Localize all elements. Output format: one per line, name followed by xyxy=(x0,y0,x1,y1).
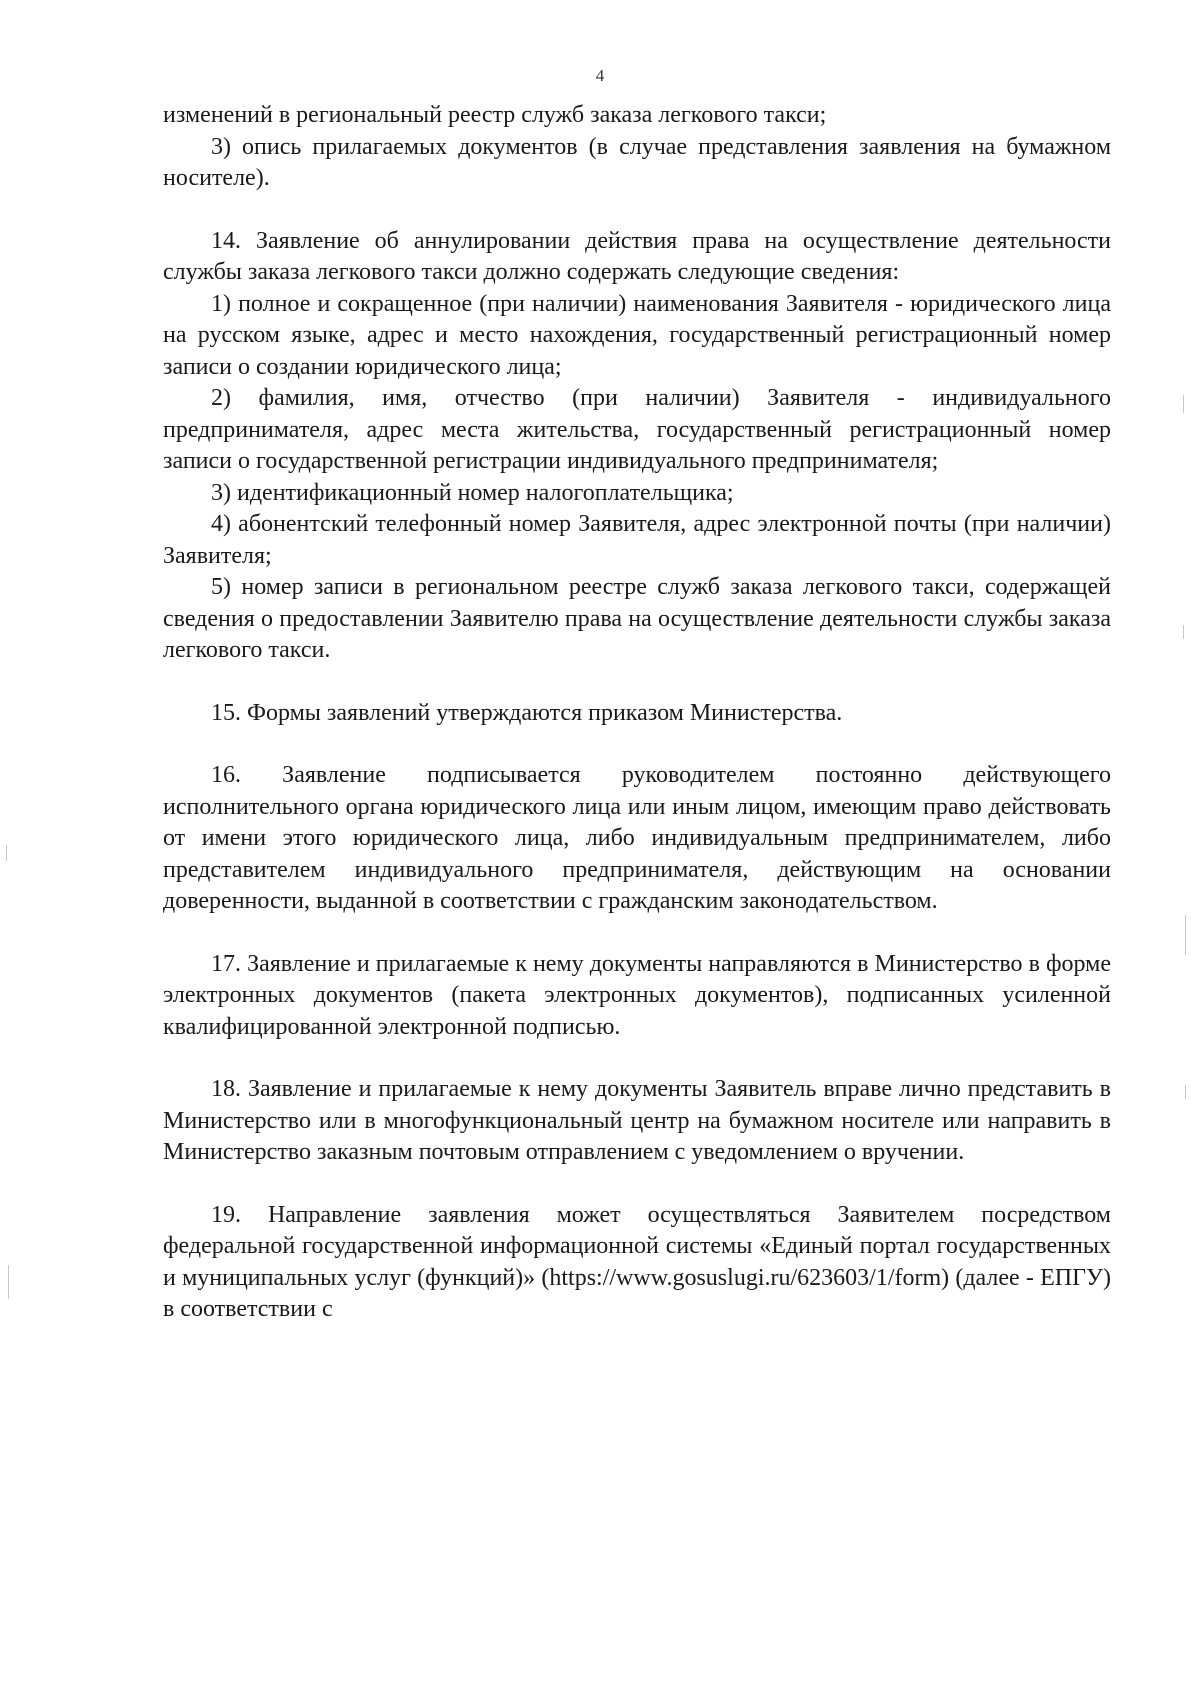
clause-14-item-4: 4) абонентский телефонный номер Заявителя, адрес электронной почты (при наличии) Заявителя; xyxy=(163,511,1111,569)
scan-mark-right-2 xyxy=(1183,625,1184,639)
clause-14-item-5: 5) номер записи в региональном реестре служб заказа легкового такси, содержащей сведения о предоставлении Заявителю права на осуществление деятельности службы заказа легкового такси. xyxy=(163,574,1111,663)
clause-19: 19. Направление заявления может осуществляться Заявителем посредством федеральной государственной информационной системы «Единый портал государственных и муниципальных услуг (функций)» (https://www.gosuslugi.ru/623603/1/form) (далее - ЕПГУ) в соответствии с xyxy=(163,1201,1111,1322)
scan-mark-left-1 xyxy=(6,845,7,861)
scan-mark-left-2 xyxy=(8,1265,9,1299)
clause-17: 17. Заявление и прилагаемые к нему документы направляются в Министерство в форме электронных документов (пакета электронных документов), подписанных усиленной квалифицированной электронной подписью. xyxy=(163,950,1111,1040)
document-body xyxy=(163,100,1111,1326)
clause-14: 14. Заявление об аннулировании действия права на осуществление деятельности службы заказа легкового такси должно содержать следующие сведения: xyxy=(163,227,1111,285)
scan-mark-right-1 xyxy=(1183,395,1184,413)
clause-15: 15. Формы заявлений утверждаются приказом Министерства. xyxy=(211,699,843,726)
clause-16: 16. Заявление подписывается руководителем постоянно действующего исполнительного органа юридического лица или иным лицом, имеющим право действовать от имени этого юридического лица, либо индивидуальным предпринимателем, либо представителем индивидуального предпринимателя, действующим на основании доверенности, выданной в соответствии с гражданским законодательством. xyxy=(163,762,1111,914)
clause-14-item-2: 2) фамилия, имя, отчество (при наличии) Заявителя - индивидуального предпринимателя, адрес места жительства, государственный регистрационный номер записи о государственной регистрации индивидуального предпринимателя; xyxy=(163,385,1111,474)
clause-14-item-3: 3) идентификационный номер налогоплательщика; xyxy=(211,479,734,506)
clause-14-item-1: 1) полное и сокращенное (при наличии) наименования Заявителя - юридического лица на русском языке, адрес и место нахождения, государственный регистрационный номер записи о создании юридического лица; xyxy=(163,290,1111,380)
scan-mark-right-3 xyxy=(1185,915,1186,955)
clause-18: 18. Заявление и прилагаемые к нему документы Заявитель вправе лично представить в Министерство или в многофункциональный центр на бумажном носителе или направить в Министерство заказным почтовым отправлением с уведомлением о вручении. xyxy=(163,1076,1111,1165)
list-item-3-inventory: 3) опись прилагаемых документов (в случае представления заявления на бумажном носителе). xyxy=(163,133,1111,191)
paragraph-continuation: изменений в региональный реестр служб заказа легкового такси; xyxy=(163,102,827,128)
scan-mark-right-4 xyxy=(1185,1085,1186,1099)
page-number: 4 xyxy=(595,66,605,85)
